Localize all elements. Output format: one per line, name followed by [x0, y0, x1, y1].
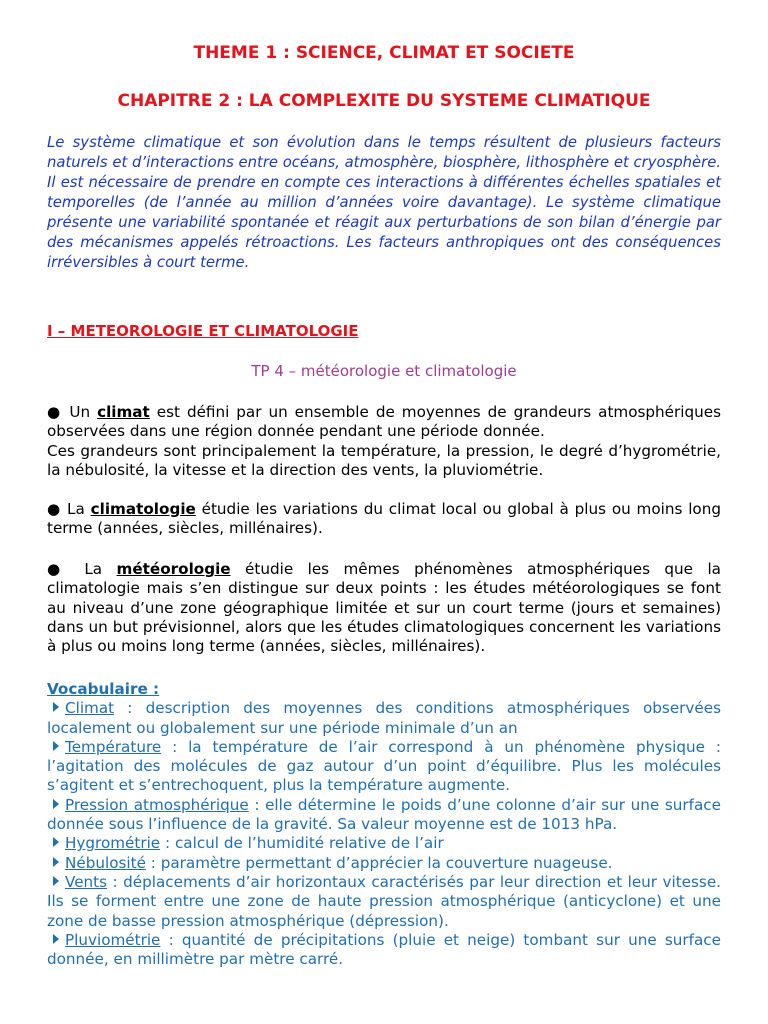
intro-paragraph: Le système climatique et son évolution dans le temps résultent de plusieurs facteurs naturels et d’interactions entre océans, atmosphère, biosphère, lithosphère et cryosphère. Il est nécessaire de prendre en compte ces interactions à différentes échelles spatiales et temporelles (de l’année au million d’années voire davantage). Le système climatique présente une variabilité spontanée et réagit aux perturbations de son bilan d’énergie par des mécanismes appelés rétroactions. Les facteurs anthropiques ont des conséquences irréversibles à court terme. — [47, 134, 721, 271]
vocab-definition: description des moyennes des conditions atmosphériques observées localement ou globalement sur une période minimale d’un an — [47, 699, 721, 737]
paragraph-climat — [47, 403, 721, 480]
arrow-right-icon — [53, 876, 59, 886]
keyword-climatologie: climatologie — [90, 500, 196, 518]
bullet-icon: ● — [47, 500, 62, 518]
paragraph-climatologie — [47, 500, 721, 539]
chapter-title: CHAPITRE 2 : LA COMPLEXITE DU SYSTEME CLIMATIQUE — [117, 91, 651, 111]
vocab-definition: calcul de l’humidité relative de l’air — [174, 834, 444, 853]
vocabulary-title: Vocabulaire : — [47, 680, 160, 698]
vocab-term: Pression atmosphérique — [65, 795, 249, 814]
keyword-climat: climat — [97, 403, 150, 421]
vocab-definition: la température de l’air correspond à un phénomène physique : l’agitation des molécules de gaz autour d’un point d’équilibre. Plus les molécules s’agitent et s’entrechoquent, plus la température augmente. — [47, 737, 721, 795]
vocab-item — [47, 738, 721, 796]
keyword-meteorologie: météorologie — [116, 560, 231, 578]
vocab-term: Température — [65, 737, 162, 756]
tp-heading: TP 4 – météorologie et climatologie — [251, 362, 517, 380]
vocab-term: Nébulosité — [65, 853, 146, 872]
bullet-icon: ● — [47, 403, 63, 421]
arrow-right-icon — [53, 741, 59, 751]
vocab-separator: : — [114, 699, 146, 718]
vocab-definition: quantité de précipitations (pluie et neige) tombant sur une surface donnée, en millimètre par mètre carré. — [47, 930, 721, 969]
vocab-separator: : — [248, 795, 266, 814]
bullet-icon: ● — [47, 560, 70, 578]
vocab-term: Climat — [65, 699, 115, 718]
vocab-item — [47, 931, 721, 970]
vocabulary-section — [47, 680, 721, 969]
vocab-separator: : — [161, 737, 189, 756]
paragraph-text: La — [84, 560, 117, 578]
vocab-definition: paramètre permettant d’apprécier la couverture nuageuse. — [160, 853, 613, 872]
vocab-item — [47, 699, 721, 738]
paragraph-text: étudie les mêmes phénomènes atmosphériques que la climatologie mais s’en distingue sur deux points : les études météorologiques se font au niveau d’une zone géographique limitée et sur un court terme (jours et semaines) dans un but prévisionnel, alors que les études climatologiques concernent les variations à plus ou moins long terme (années, siècles, millénaires). — [47, 560, 721, 656]
arrow-right-icon — [53, 857, 59, 867]
arrow-right-icon — [53, 934, 59, 944]
vocab-item — [47, 796, 721, 835]
vocab-item — [47, 834, 721, 853]
arrow-right-icon — [53, 799, 59, 809]
paragraph-text: est défini par un ensemble de moyennes de grandeurs atmosphériques observées dans une région donnée pendant une période donnée. — [47, 403, 721, 441]
theme-title: THEME 1 : SCIENCE, CLIMAT ET SOCIETE — [193, 43, 575, 63]
vocab-term: Vents — [65, 872, 108, 891]
arrow-right-icon — [53, 837, 59, 847]
paragraph-text: La — [67, 500, 91, 518]
vocab-separator: : — [160, 930, 182, 949]
paragraph-text: Ces grandeurs sont principalement la température, la pression, le degré d’hygrométrie, la nébulosité, la vitesse et la direction des vents, la pluviométrie. — [47, 441, 721, 479]
section-heading: I – METEOROLOGIE ET CLIMATOLOGIE — [47, 322, 359, 340]
paragraph-text: étudie les variations du climat local ou global à plus ou moins long terme (années, siècles, millénaires). — [47, 500, 721, 538]
vocab-term: Hygrométrie — [65, 834, 161, 853]
vocab-item — [47, 854, 721, 873]
vocab-definition: déplacements d’air horizontaux caractérisés par leur direction et leur vitesse. Ils se forment entre une zone de haute pression atmosphérique (anticyclone) et une zone de basse pression atmosphérique (dépression). — [47, 872, 721, 930]
paragraph-text: Un — [69, 403, 98, 421]
arrow-right-icon — [53, 702, 59, 712]
paragraph-meteorologie — [47, 560, 721, 656]
vocab-item — [47, 873, 721, 931]
vocab-separator: : — [160, 834, 175, 853]
vocab-term: Pluviométrie — [65, 930, 161, 949]
vocab-definition: elle détermine le poids d’une colonne d’air sur une surface donnée sous l’influence de la gravité. Sa valeur moyenne est de 1013 hPa. — [47, 795, 721, 834]
vocab-separator: : — [145, 853, 161, 872]
vocab-separator: : — [107, 872, 124, 891]
